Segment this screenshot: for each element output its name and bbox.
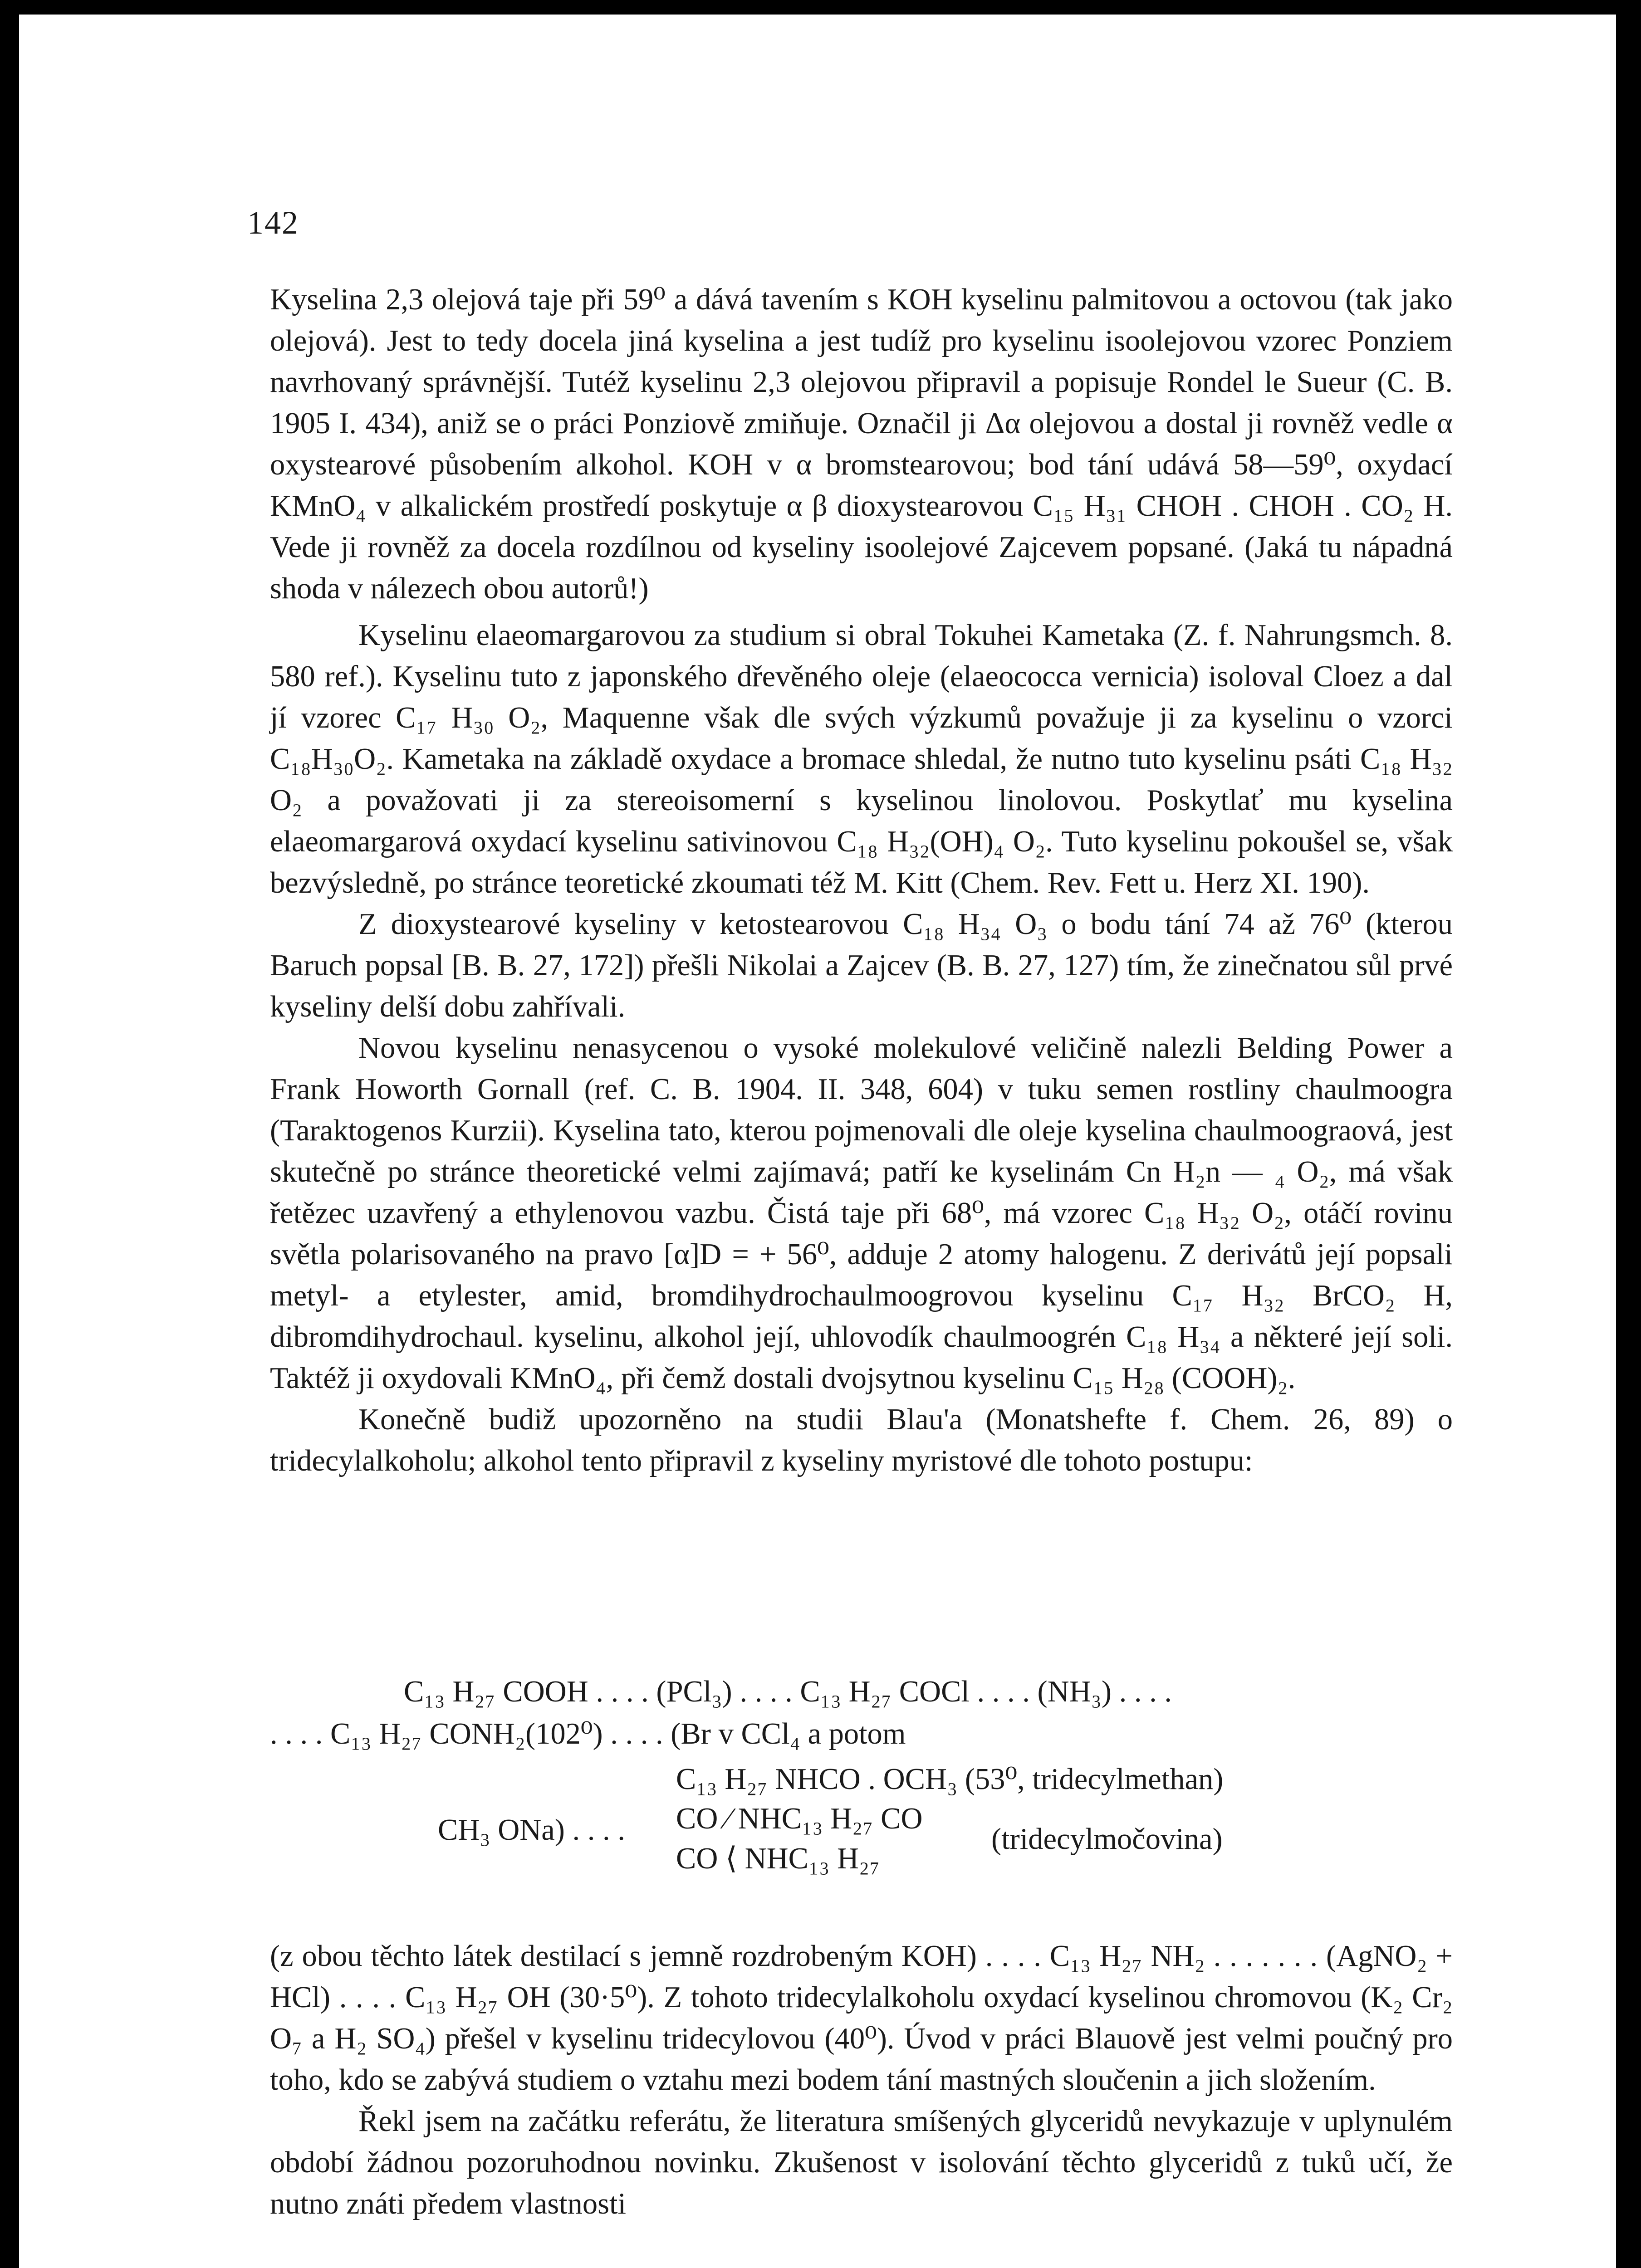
formula-line-1: C₁₃ H₂₇ COOH . . . . (PCl₃) . . . . C₁₃ H₂₇ COCl . . . . (NH₃) . . . . — [404, 1675, 1172, 1708]
paragraph-4: Novou kyselinu nenasycenou o vysoké molekulové veličině nalezli Belding Power a Frank Howorth Gornall (ref. C. B. 1904. II. 348, 604) v tuku semen rostliny chaulmoogra (Taraktogenos Kurzii). Kyselina tato, kterou pojmenovali dle oleje kyselina chaulmoograová, jest skutečně po stránce theoretické velmi zajímavá; patří ke kyselinám Cn H₂n — ₄ O₂, má však řetězec uzavřený a ethylenovou vazbu. Čistá taje při 68⁰, má vzorec C₁₈ H₃₂ O₂, otáčí rovinu světla polarisovaného na pravo [α]D = + 56⁰, adduje 2 atomy halogenu. Z derivátů její popsali metyl- a etylester, amid, bromdihydrochaulmoogrovou kyselinu C₁₇ H₃₂ BrCO₂ H, dibromdihydrochaul. kyselinu, alkohol její, uhlovodík chaulmoogrén C₁₈ H₃₄ a některé její soli. Taktéž ji oxydovali KMnO₄, při čemž dostali dvojsytnou kyselinu C₁₅ H₂₈ (COOH)₂. — [270, 1031, 1453, 1395]
paragraph-5: Konečně budiž upozorněno na studii Blau'a (Monatshefte f. Chem. 26, 89) o tridecylalkoholu; alkohol tento připravil z kyseliny myristové dle tohoto postupu: — [270, 1403, 1453, 1477]
paragraph-7: Řekl jsem na začátku referátu, že literatura smíšených glyceridů nevykazuje v uplynulém období žádnou pozoruhodnou novinku. Zkušenost v isolování těchto glyceridů z tuků učí, že nutno znáti předem vlastnosti — [270, 2105, 1453, 2220]
page-number: 142 — [247, 205, 299, 241]
formula-line-3: C₁₃ H₂₇ NHCO . OCH₃ (53⁰, tridecylmethan) — [676, 1763, 1224, 1796]
reaction-scheme — [270, 1675, 1453, 1921]
paragraph-2: Kyselinu elaeomargarovou za studium si obral Tokuhei Kametaka (Z. f. Nahrungsmch. 8. 580 ref.). Kyselinu tuto z japonského dřevěného oleje (elaeococca vernicia) isoloval Cloez a dal jí vzorec C₁₇ H₃₀ O₂, Maquenne však dle svých výzkumů považuje ji za kyselinu o vzorci C₁₈H₃₀O₂. Kametaka na základě oxydace a bromace shledal, že nutno tuto kyselinu psáti C₁₈ H₃₂ O₂ a považovati ji za stereoisomerní s kyselinou linolovou. Poskytlať mu kyselina elaeomargarová oxydací kyselinu sativinovou C₁₈ H₃₂(OH)₄ O₂. Tuto kyselinu pokoušel se, však bezvýsledně, po stránce teoretické zkoumati též M. Kitt (Chem. Rev. Fett u. Herz XI. 190). — [270, 619, 1453, 899]
lower-text-block — [270, 1936, 1453, 2224]
paragraph-3: Z dioxystearové kyseliny v ketostearovou C₁₈ H₃₄ O₃ o bodu tání 74 až 76⁰ (kterou Baruch popsal [B. B. 27, 172]) přešli Nikolai a Zajcev (B. B. 27, 127) tím, že zinečnatou sůl prvé kyseliny delší dobu zahřívali. — [270, 908, 1453, 1023]
formula-line-7: (tridecylmočovina) — [991, 1823, 1223, 1856]
book-page — [19, 15, 1616, 2268]
paragraph-6: (z obou těchto látek destilací s jemně rozdrobeným KOH) . . . . C₁₃ H₂₇ NH₂ . . . . . . . (AgNO₂ + HCl) . . . . C₁₃ H₂₇ OH (30·5⁰). Z tohoto tridecylalkoholu oxydací kyselinou chromovou (K₂ Cr₂ O₇ a H₂ SO₄) přešel v kyselinu tridecylovou (40⁰). Úvod v práci Blauově jest velmi poučný pro toho, kdo se zabývá studiem o vztahu mezi bodem tání mastných sloučenin a jich složením. — [270, 1940, 1453, 2097]
formula-line-6: CO ⟨ NHC₁₃ H₂₇ — [676, 1842, 880, 1875]
formula-line-5: CO ⁄ NHC₁₃ H₂₇ CO — [676, 1802, 923, 1835]
formula-line-2: . . . . C₁₃ H₂₇ CONH₂(102⁰) . . . . (Br v CCl₄ a potom — [270, 1717, 906, 1750]
formula-line-4: CH₃ ONa) . . . . — [438, 1813, 625, 1847]
paragraph-1: Kyselina 2,3 olejová taje při 59⁰ a dává tavením s KOH kyselinu palmitovou a octovou (tak jako olejová). Jest to tedy docela jiná kyselina a jest tudíž pro kyselinu isoolejovou vzorec Ponziem navrhovaný správnější. Tutéž kyselinu 2,3 olejovou připravil a popisuje Rondel le Sueur (C. B. 1905 I. 434), aniž se o práci Ponziově zmiňuje. Označil ji Δα olejovou a dostal ji rovněž vedle α oxystearové působením alkohol. KOH v α bromstearovou; bod tání udává 58—59⁰, oxydací KMnO₄ v alkalickém prostředí poskytuje α β dioxystearovou C₁₅ H₃₁ CHOH . CHOH . CO₂ H. Vede ji rovněž za docela rozdílnou od kyseliny isoolejové Zajcevem popsané. (Jaká tu nápadná shoda v nálezech obou autorů!) — [270, 283, 1453, 605]
upper-text-block — [270, 279, 1453, 1481]
